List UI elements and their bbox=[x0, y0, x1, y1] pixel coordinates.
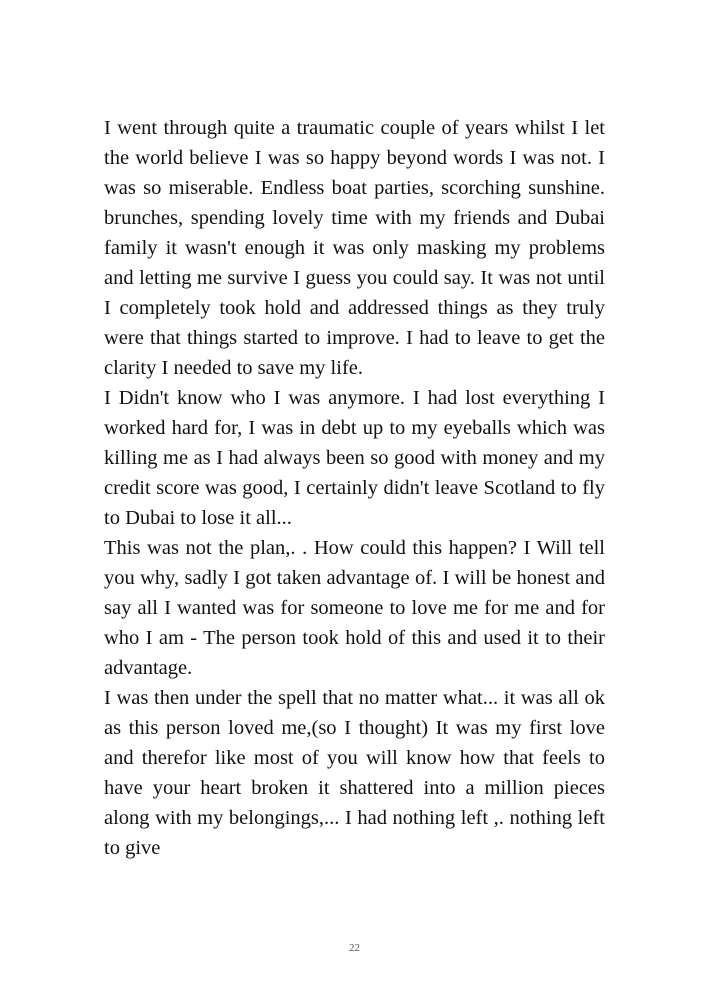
body-text bbox=[104, 113, 605, 863]
page-number: 22 bbox=[349, 942, 360, 954]
paragraph-1: I went through quite a traumatic couple of years whilst I let the world believe I was so happy beyond words I was not. I was so miserable. Endless boat parties, scorching sunshine. brunches, spending lovely time with my friends and Dubai family it wasn't enough it was only masking my problems and letting me survive I guess you could say. It was not until I completely took hold and addressed things as they truly were that things started to improve. I had to leave to get the clarity I needed to save my life. bbox=[104, 117, 605, 379]
paragraph-3: This was not the plan,. . How could this happen? I Will tell you why, sadly I got taken advantage of. I will be honest and say all I wanted was for someone to love me for me and for who I am - The person took hold of this and used it to their advantage. bbox=[104, 537, 605, 679]
paragraph-2: I Didn't know who I was anymore. I had lost everything I worked hard for, I was in debt up to my eyeballs which was killing me as I had always been so good with money and my credit score was good, I certainly didn't leave Scotland to fly to Dubai to lose it all... bbox=[104, 387, 605, 529]
paragraph-4: I was then under the spell that no matter what... it was all ok as this person loved me,(so I thought) It was my first love and therefor like most of you will know how that feels to have your heart broken it shattered into a million pieces along with my belongings,... I had nothing left ,. nothing left to give bbox=[104, 687, 605, 859]
